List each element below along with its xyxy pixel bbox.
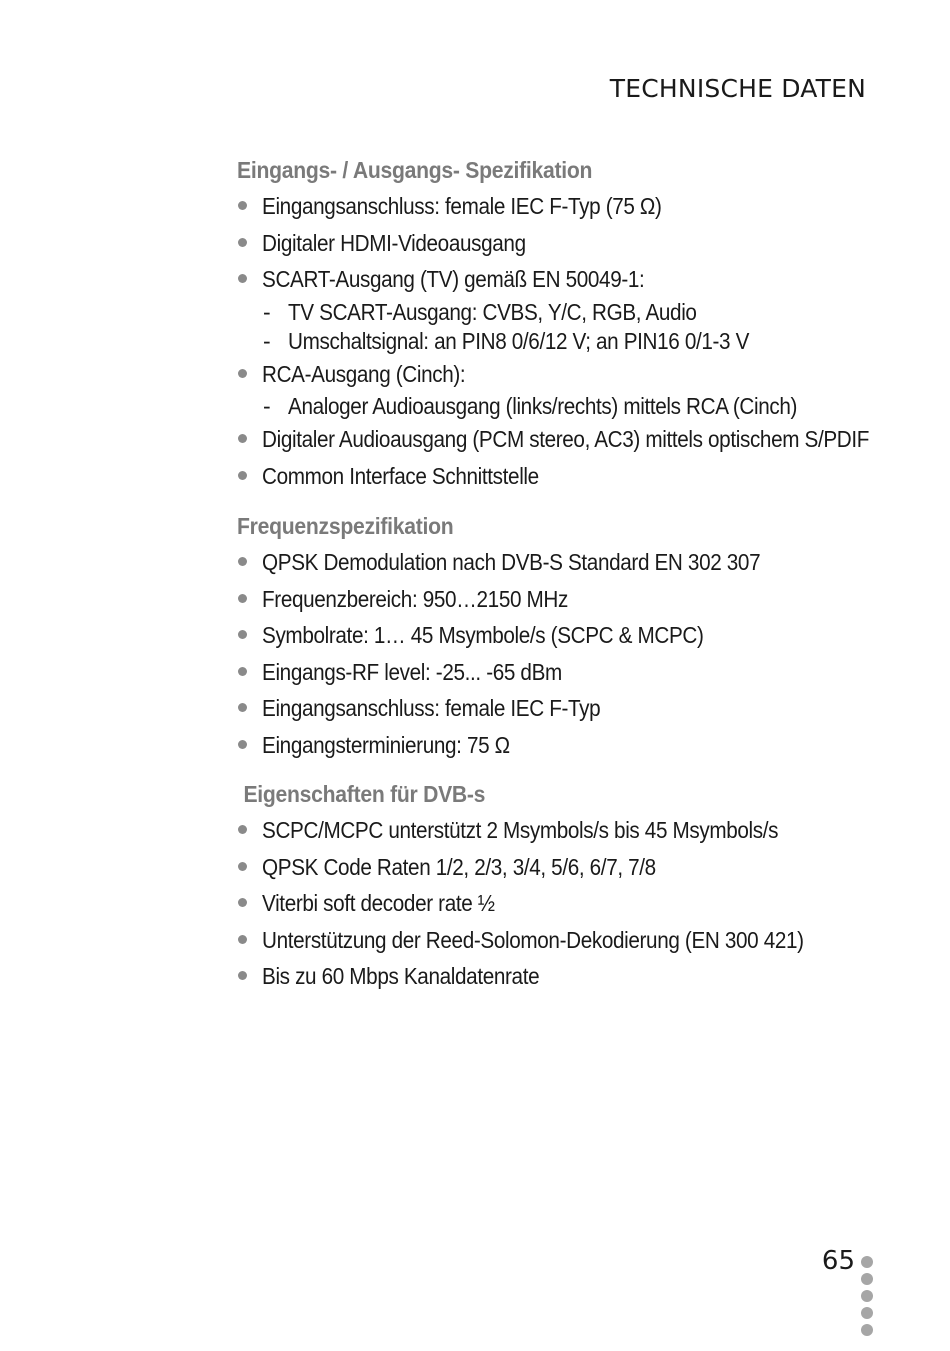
bullet-icon xyxy=(238,274,247,283)
list-item: Eingangsanschluss: female IEC F-Typ xyxy=(237,690,917,727)
dash-icon: - xyxy=(263,298,271,325)
section-title: Frequenzspezifikation xyxy=(237,513,454,539)
bullet-icon xyxy=(238,898,247,907)
sub-list-item: - Umschaltsignal: an PIN8 0/6/12 V; an PIN16 0/1-3 V xyxy=(263,327,750,354)
section-dvbs-features xyxy=(237,776,917,995)
list-item: Common Interface Schnittstelle xyxy=(237,458,917,495)
section-title: Eingangs- / Ausgangs- Spezifikation xyxy=(237,157,593,183)
bullet-icon xyxy=(238,201,247,210)
page-header-title: TECHNISCHE DATEN xyxy=(609,74,866,103)
section-io-spec xyxy=(237,152,917,494)
bullet-icon xyxy=(238,667,247,676)
list-item: Symbolrate: 1… 45 Msymbole/s (SCPC & MCPC) xyxy=(237,617,917,654)
list-item: Unterstützung der Reed-Solomon-Dekodierung (EN 300 421) xyxy=(237,922,917,959)
bullet-icon xyxy=(238,369,247,378)
list-item: RCA-Ausgang (Cinch): xyxy=(237,356,917,393)
list-item: Eingangsanschluss: female IEC F-Typ (75 Ω) xyxy=(237,188,917,225)
bullet-icon xyxy=(238,594,247,603)
list-item: QPSK Demodulation nach DVB-S Standard EN 302 307 xyxy=(237,544,917,581)
list-item: Digitaler HDMI-Videoausgang xyxy=(237,225,917,262)
list-item: Digitaler Audioausgang (PCM stereo, AC3) mittels optischem S/PDIF xyxy=(237,421,917,458)
list-item: Frequenzbereich: 950…2150 MHz xyxy=(237,581,917,618)
page-dots-decoration xyxy=(861,1256,873,1341)
list-item: Eingangs-RF level: -25... -65 dBm xyxy=(237,654,917,691)
dash-icon: - xyxy=(263,393,271,419)
list-item: Eingangsterminierung: 75 Ω xyxy=(237,727,917,764)
page-number: 65 xyxy=(821,1246,855,1276)
list-item: SCART-Ausgang (TV) gemäß EN 50049-1: xyxy=(237,261,917,298)
bullet-icon xyxy=(238,935,247,944)
bullet-icon xyxy=(238,825,247,834)
bullet-icon xyxy=(238,434,247,443)
dot-icon xyxy=(861,1307,873,1319)
dot-icon xyxy=(861,1324,873,1336)
list-item: Viterbi soft decoder rate ½ xyxy=(237,885,917,922)
bullet-icon xyxy=(238,238,247,247)
bullet-icon xyxy=(238,630,247,639)
bullet-icon xyxy=(238,862,247,871)
dot-icon xyxy=(861,1290,873,1302)
bullet-icon xyxy=(238,740,247,749)
dot-icon xyxy=(861,1256,873,1268)
list-item: Bis zu 60 Mbps Kanaldatenrate xyxy=(237,958,917,995)
bullet-icon xyxy=(238,971,247,980)
dot-icon xyxy=(861,1273,873,1285)
sub-list-item: - Analoger Audioausgang (links/rechts) mittels RCA (Cinch) xyxy=(263,393,798,419)
dash-icon: - xyxy=(263,327,271,354)
bullet-icon xyxy=(238,703,247,712)
section-title: Eigenschaften für DVB-s xyxy=(243,781,486,807)
section-frequency-spec xyxy=(237,508,917,763)
list-item: QPSK Code Raten 1/2, 2/3, 3/4, 5/6, 6/7, 7/8 xyxy=(237,849,917,886)
list-item: SCPC/MCPC unterstützt 2 Msymbols/s bis 45 Msymbols/s xyxy=(237,812,917,849)
bullet-icon xyxy=(238,557,247,566)
bullet-icon xyxy=(238,471,247,480)
sub-list-item: - TV SCART-Ausgang: CVBS, Y/C, RGB, Audio xyxy=(263,298,697,325)
